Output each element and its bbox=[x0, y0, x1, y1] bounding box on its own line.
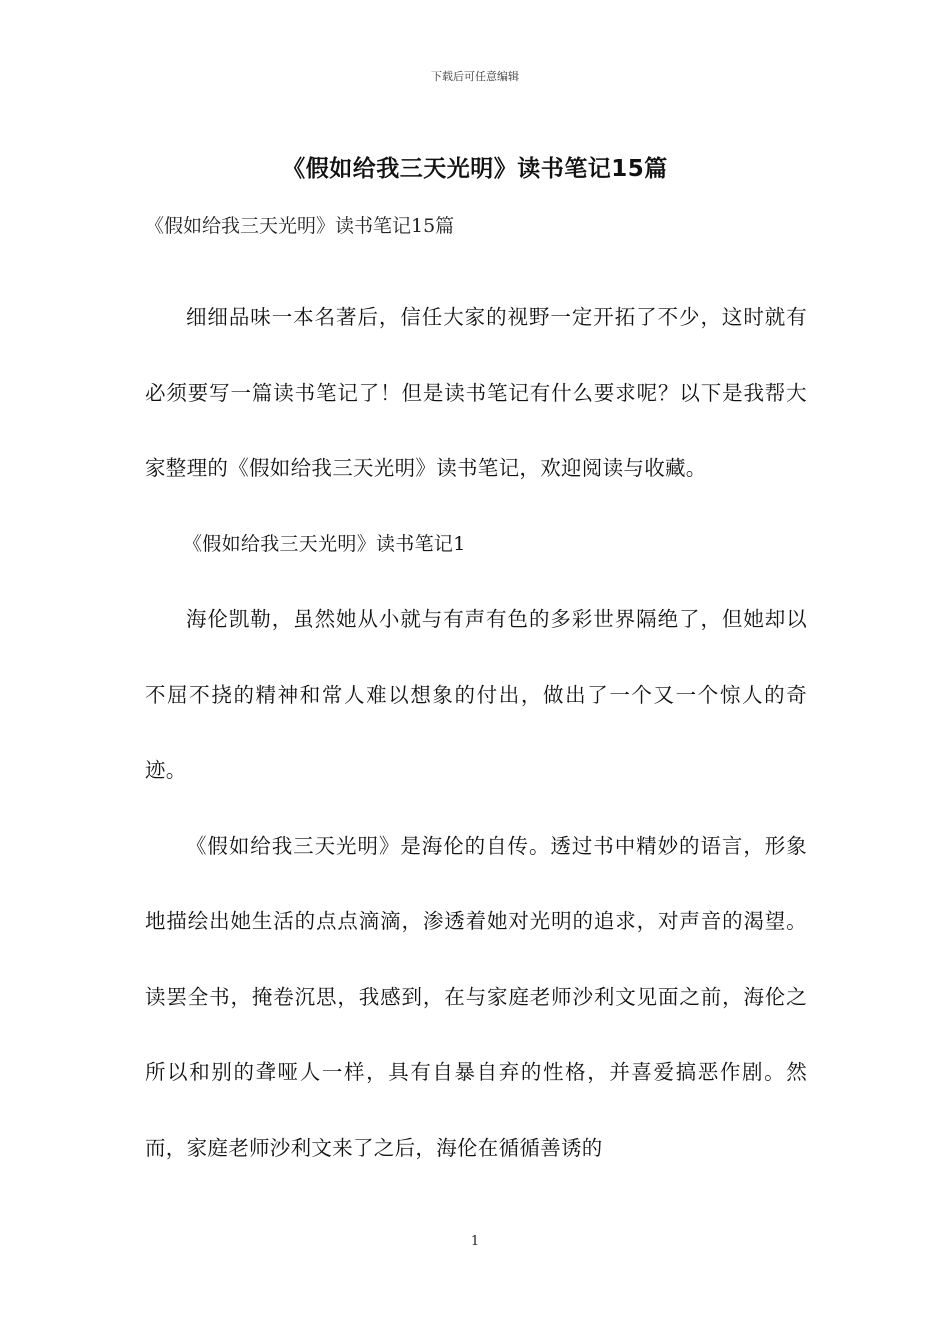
page-number: 1 bbox=[470, 1234, 480, 1249]
section-heading: 《假如给我三天光明》读书笔记1 bbox=[183, 532, 466, 555]
paragraph-body: 海伦凯勒，虽然她从小就与有声有色的多彩世界隔绝了，但她却以不屈不挠的精神和常人难以想象的付出，做出了一个又一个惊人的奇迹。 bbox=[145, 607, 807, 782]
document-title: 《假如给我三天光明》读书笔记15篇 bbox=[282, 156, 668, 182]
document-subtitle: 《假如给我三天光明》读书笔记15篇 bbox=[145, 215, 455, 237]
paragraph-intro: 细细品味一本名著后，信任大家的视野一定开拓了不少，这时就有必须要写一篇读书笔记了！但是读书笔记有什么要求呢？以下是我帮大家整理的《假如给我三天光明》读书笔记，欢迎阅读与收藏。 bbox=[145, 305, 807, 480]
header-note: 下载后可任意编辑 bbox=[431, 70, 519, 83]
paragraph-body: 《假如给我三天光明》是海伦的自传。透过书中精妙的语言，形象地描绘出她生活的点点滴滴，渗透着她对光明的追求，对声音的渴望。读罢全书，掩卷沉思，我感到，在与家庭老师沙利文见面之前，海伦之所以和别的聋哑人一样，具有自暴自弃的性格，并喜爱搞恶作剧。然而，家庭老师沙利文来了之后，海伦在循循善诱的 bbox=[145, 833, 807, 1160]
body-text bbox=[145, 280, 807, 1186]
